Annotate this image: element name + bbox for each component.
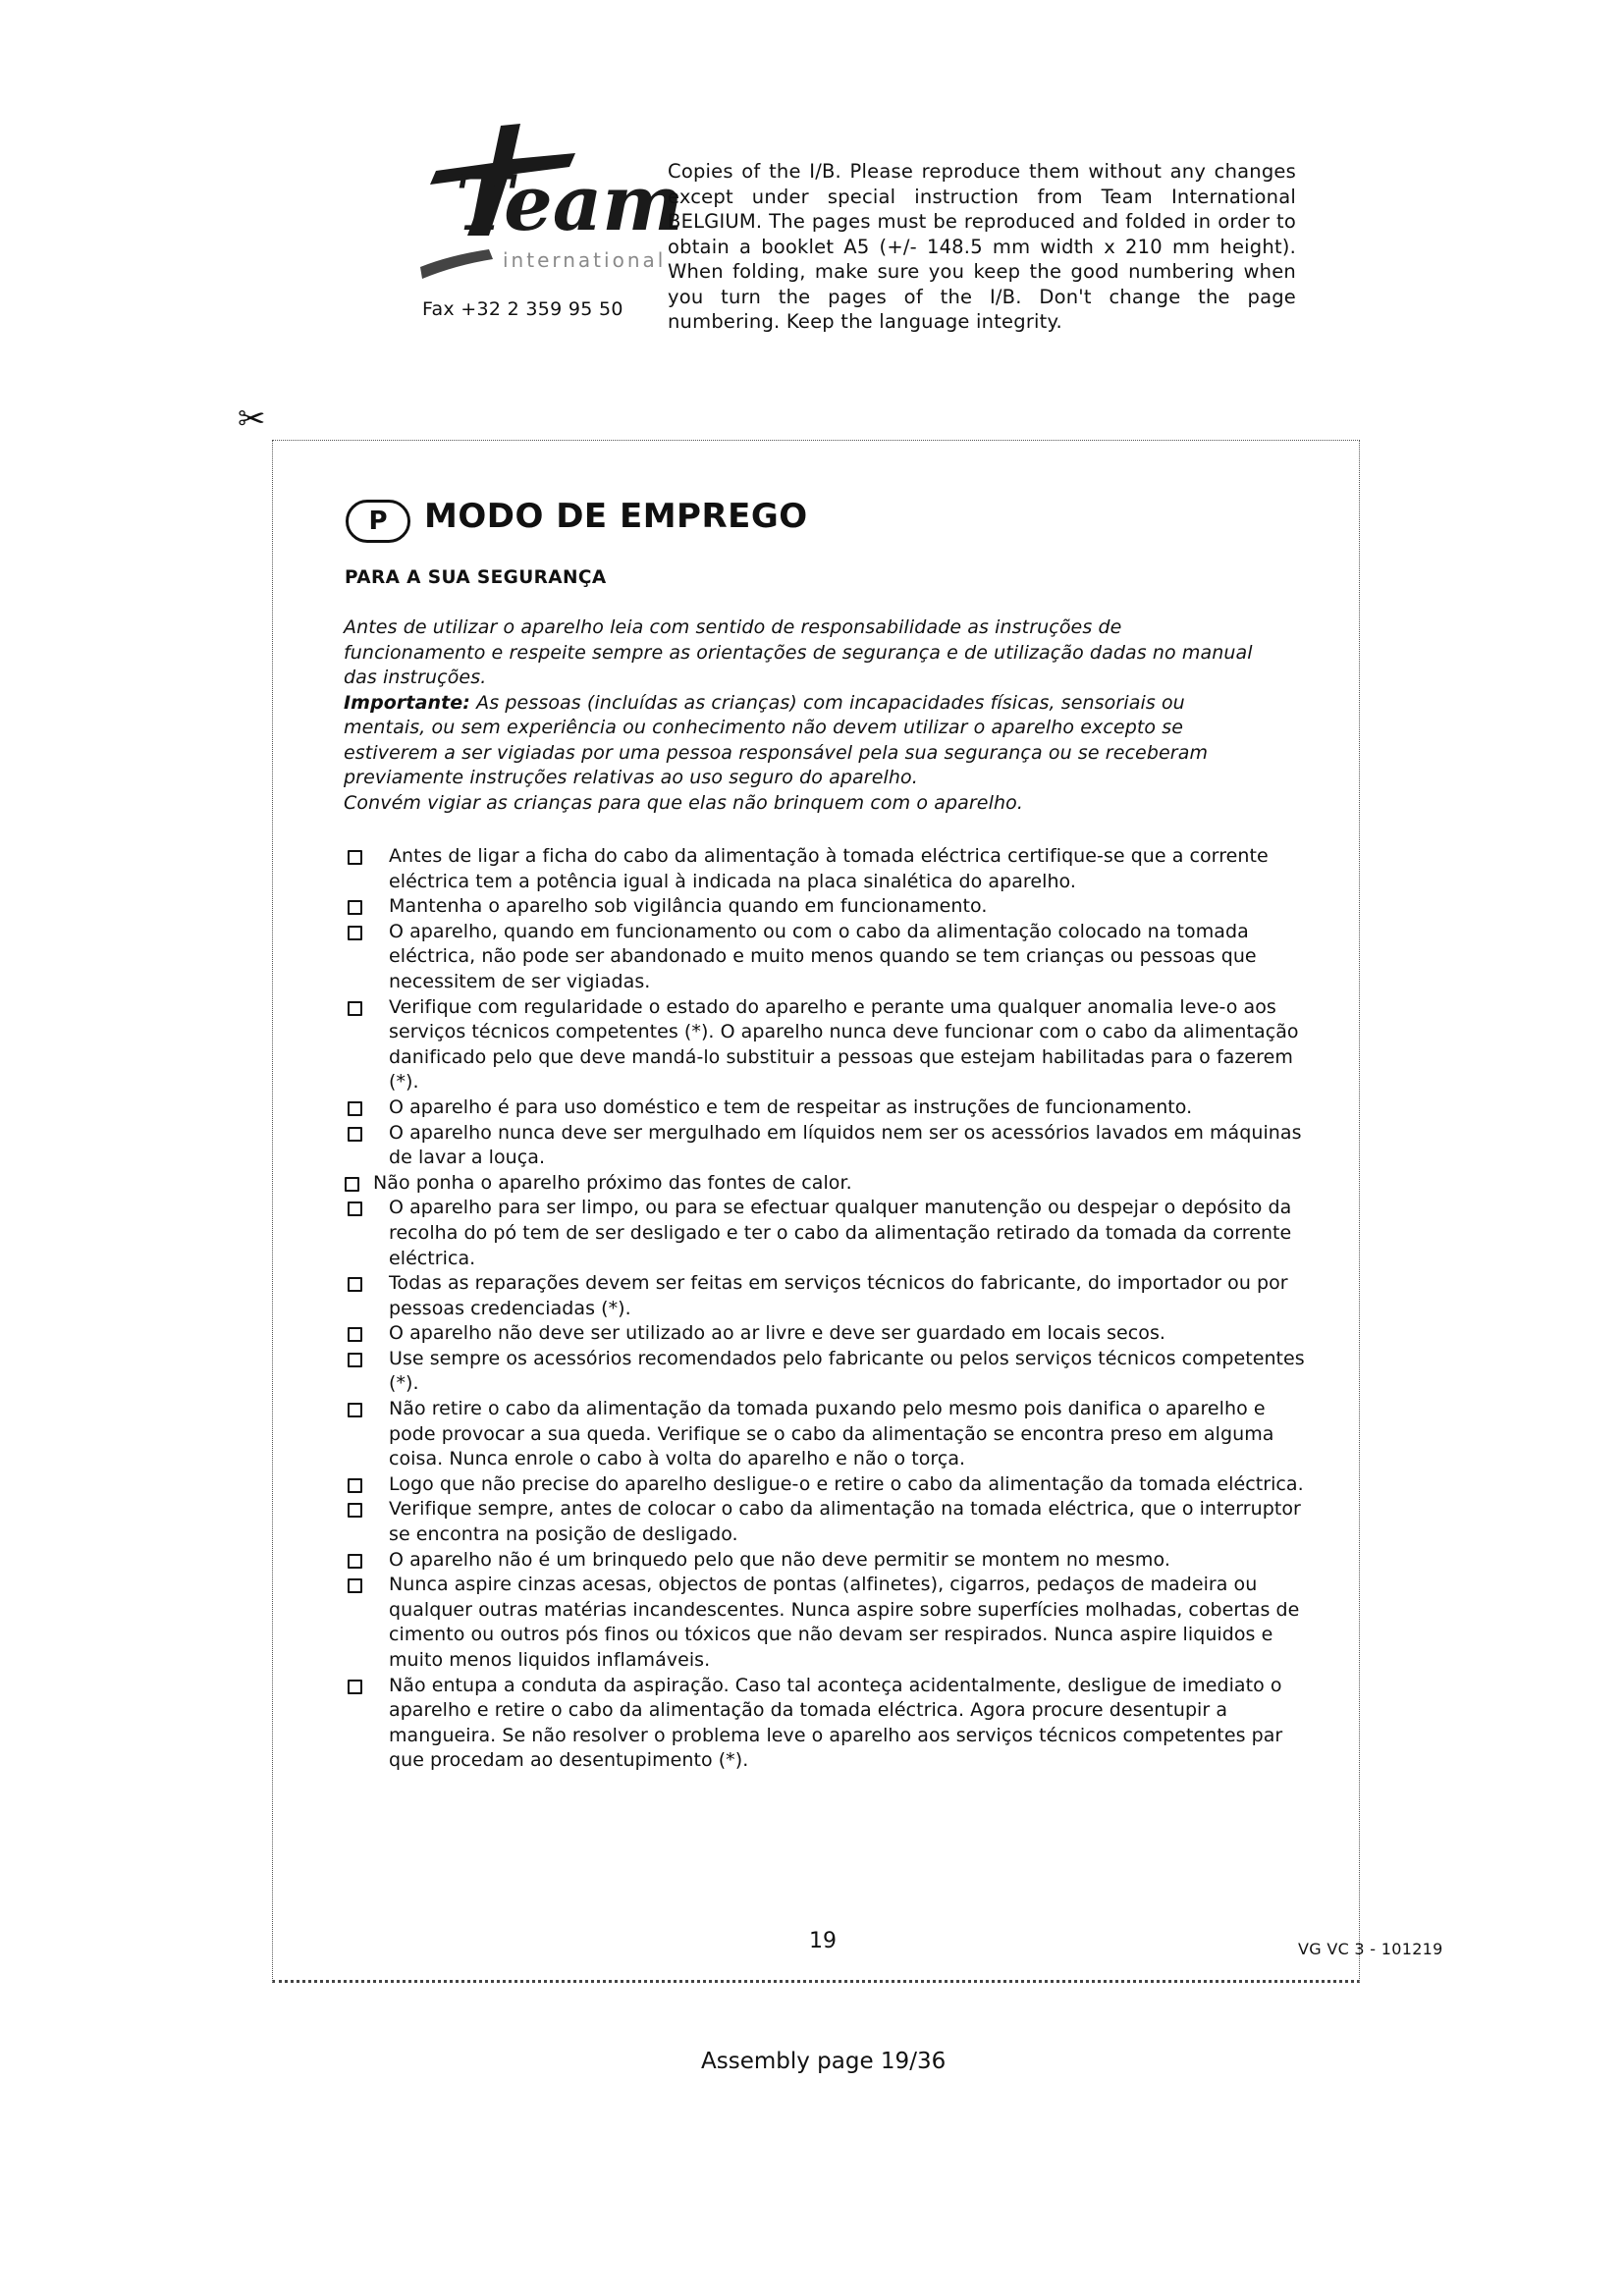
page-title: MODO DE EMPREGO <box>424 497 808 536</box>
list-item <box>344 995 1306 1095</box>
list-item-text: Verifique sempre, antes de colocar o cabo da alimentação na tomada eléctrica, que o interruptor se encontra na posição de desligado. <box>389 1498 1301 1546</box>
list-item-text: Não ponha o aparelho próximo das fontes de calor. <box>373 1171 852 1194</box>
checkbox-bullet-icon <box>348 1127 362 1142</box>
list-item <box>344 1347 1306 1397</box>
list-item-text: Todas as reparações devem ser feitas em serviços técnicos do fabricante, do importador ou por pessoas credenciadas (*). <box>389 1272 1288 1319</box>
checkbox-bullet-icon <box>348 1353 362 1367</box>
checkbox-bullet-icon <box>348 900 362 915</box>
list-item-text: Logo que não precise do aparelho desligue-o e retire o cabo da alimentação da tomada eléctrica. <box>389 1472 1304 1495</box>
list-item-text: O aparelho não deve ser utilizado ao ar livre e deve ser guardado em locais secos. <box>389 1322 1166 1345</box>
list-item-text: Antes de ligar a ficha do cabo da alimentação à tomada eléctrica certifique-se que a corrente eléctrica tem a potência igual à indicada na placa sinalética do aparelho. <box>389 845 1269 892</box>
checkbox-bullet-icon <box>348 1403 362 1417</box>
list-item-text: O aparelho, quando em funcionamento ou com o cabo da alimentação colocado na tomada eléctrica, não pode ser abandonado e muito menos quando se tem crianças ou pessoas que necessitem de ser vigiadas. <box>389 920 1257 992</box>
important-paragraph <box>344 691 1267 791</box>
list-item <box>344 1573 1306 1673</box>
list-item <box>344 1271 1306 1321</box>
team-logo-graphic <box>410 120 683 287</box>
logo-text: Team <box>456 159 683 248</box>
logo-subtext: international <box>503 248 667 272</box>
list-item <box>344 1397 1306 1472</box>
team-logo <box>410 120 683 287</box>
list-item-text: O aparelho nunca deve ser mergulhado em líquidos nem ser os acessórios lavados em máquinas de lavar a louça. <box>389 1121 1302 1169</box>
checkbox-bullet-icon <box>348 1554 362 1569</box>
list-item-text: O aparelho não é um brinquedo pelo que não deve permitir se montem no mesmo. <box>389 1548 1170 1571</box>
list-item-text: Nunca aspire cinzas acesas, objectos de pontas (alfinetes), cigarros, pedaços de madeira ou qualquer outras matérias incandescentes. Nunca aspire sobre superfícies molhadas, cobertas de cimento ou outros pós finos ou tóxicos que não devam ser respirados. Nunca aspire liquidos e muito menos liquidos inflamáveis. <box>389 1574 1300 1671</box>
important-text: As pessoas (incluídas as crianças) com incapacidades físicas, sensoriais ou mentais, ou sem experiência ou conhecimento não devem utilizar o aparelho excepto se estiverem a ser vigiadas por uma pessoa responsável pela sua segurança ou se receberam previamente instruções relativas ao uso seguro do aparelho. <box>344 691 1209 788</box>
list-item <box>344 1171 1306 1197</box>
checkbox-bullet-icon <box>348 1101 362 1116</box>
important-label: Importante: <box>344 691 470 714</box>
children-note: Convém vigiar as crianças para que elas não brinquem com o aparelho. <box>344 791 1023 814</box>
page-number: 19 <box>809 1929 837 1953</box>
safety-list <box>344 844 1306 1774</box>
section-title: PARA A SUA SEGURANÇA <box>345 567 607 588</box>
list-item-text: Verifique com regularidade o estado do aparelho e perante uma qualquer anomalia leve-o aos serviços técnicos competentes (*). O aparelho nunca deve funcionar com o cabo da alimentação danificado pelo que deve mandá-lo substituir a pessoas que estejam habilitadas para o fazerem (*). <box>389 995 1299 1094</box>
checkbox-bullet-icon <box>348 1478 362 1493</box>
copies-instruction: Copies of the I/B. Please reproduce them without any changes except under special instruction from Team International BELGIUM. The pages must be reproduced and folded in order to obtain a booklet A5 (+/- 148.5 mm width x 210 mm height). When folding, make sure you keep the good numbering when you turn the pages of the I/B. Don't change the page numbering. Keep the language integrity. <box>668 160 1296 333</box>
fax-number: Fax +32 2 359 95 50 <box>422 298 623 320</box>
checkbox-bullet-icon <box>348 1327 362 1342</box>
list-item <box>344 894 1306 920</box>
list-item <box>344 1121 1306 1171</box>
list-item <box>344 1497 1306 1547</box>
list-item <box>344 844 1306 894</box>
scissors-icon: ✂ <box>238 400 266 439</box>
list-item <box>344 1674 1306 1774</box>
language-badge: P <box>346 500 410 543</box>
list-item <box>344 1095 1306 1121</box>
list-item-text: Não retire o cabo da alimentação da tomada puxando pelo mesmo pois danifica o aparelho e pode provocar a sua queda. Verifique se o cabo da alimentação se encontra preso em alguma coisa. Nunca enrole o cabo à volta do aparelho e não o torça. <box>389 1398 1274 1470</box>
list-item-text: Não entupa a conduta da aspiração. Caso tal aconteça acidentalmente, desligue de imediato o aparelho e retire o cabo da alimentação da tomada eléctrica. Agora procure desentupir a mangueira. Se não resolver o problema leve o aparelho aos serviços técnicos competentes par que procedam ao desentupimento (*). <box>389 1674 1283 1772</box>
list-item <box>344 1548 1306 1574</box>
checkbox-bullet-icon <box>348 1001 362 1016</box>
list-item <box>344 1196 1306 1271</box>
list-item <box>344 1472 1306 1498</box>
intro-block <box>344 615 1267 816</box>
list-item-text: O aparelho é para uso doméstico e tem de respeitar as instruções de funcionamento. <box>389 1095 1193 1118</box>
model-code: VG VC 3 - 101219 <box>1298 1940 1443 1958</box>
checkbox-bullet-icon <box>348 1503 362 1518</box>
list-item <box>344 1321 1306 1347</box>
list-item-text: O aparelho para ser limpo, ou para se efectuar qualquer manutenção ou despejar o depósito da recolha do pó tem de ser desligado e ter o cabo da alimentação retirado da tomada da corrente eléctrica. <box>389 1197 1292 1269</box>
checkbox-bullet-icon <box>348 850 362 865</box>
list-item-text: Mantenha o aparelho sob vigilância quando em funcionamento. <box>389 895 988 918</box>
list-item-text: Use sempre os acessórios recomendados pelo fabricante ou pelos serviços técnicos competentes (*). <box>389 1347 1305 1395</box>
checkbox-bullet-icon <box>345 1177 359 1192</box>
intro-paragraph: Antes de utilizar o aparelho leia com sentido de responsabilidade as instruções de funcionamento e respeite sempre as orientações de segurança e de utilização dadas no manual das instruções. <box>344 616 1253 688</box>
checkbox-bullet-icon <box>348 1277 362 1292</box>
checkbox-bullet-icon <box>348 1680 362 1694</box>
checkbox-bullet-icon <box>348 1201 362 1216</box>
assembly-page-label: Assembly page 19/36 <box>701 2049 947 2074</box>
list-item <box>344 920 1306 995</box>
checkbox-bullet-icon <box>348 926 362 940</box>
checkbox-bullet-icon <box>348 1578 362 1593</box>
